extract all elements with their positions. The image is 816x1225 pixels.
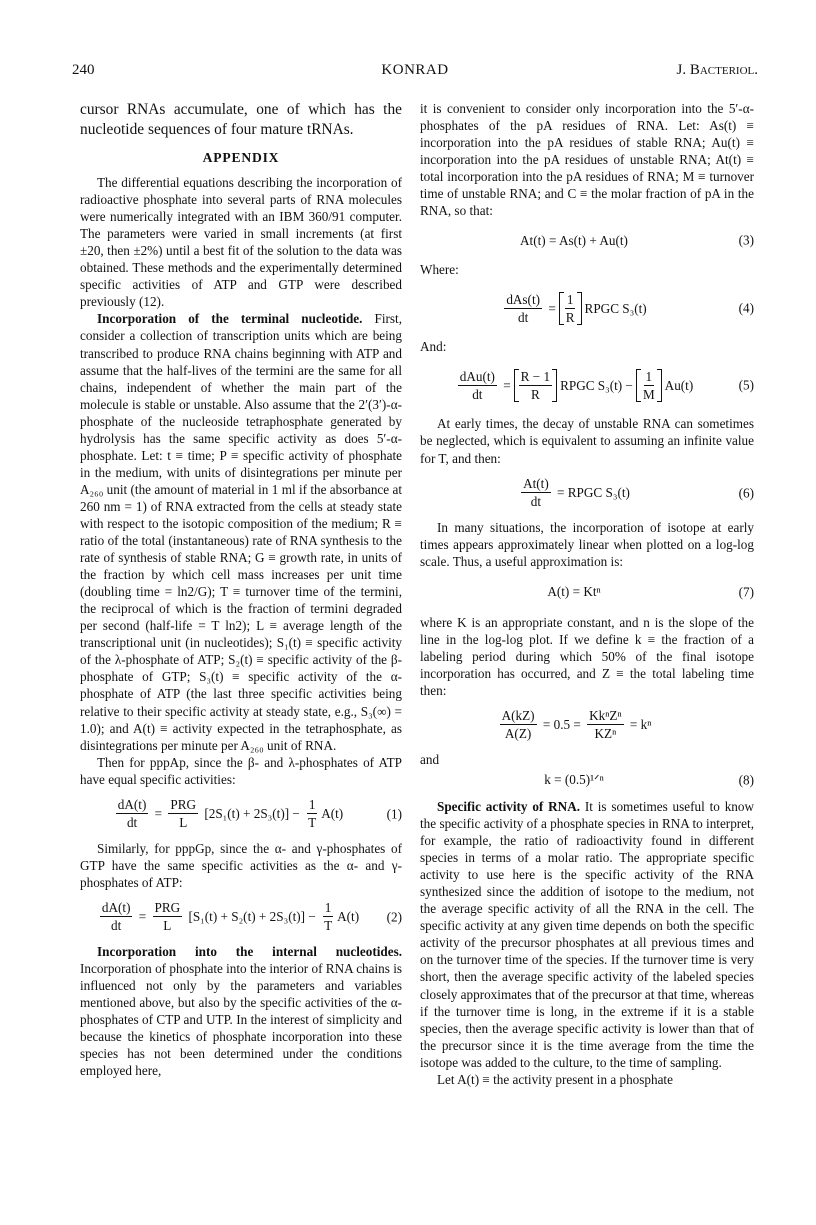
running-author: KONRAD xyxy=(381,62,449,78)
left-column xyxy=(80,100,402,1079)
equation-number: (4) xyxy=(738,300,754,316)
equation-number: (3) xyxy=(738,232,754,248)
equation-8a: $\frac{A(kZ)}{A(Z)}$ = 0.5 = $\frac{\text{KkⁿZⁿ}}{\text{KZⁿ}}$ = kⁿ xyxy=(501,708,652,742)
label-and: and xyxy=(420,751,440,767)
paragraph: In many situations, the incorporation of isotope at early times appears approximately linear when plotted on a log-log scale. Thus, a useful approximation is: xyxy=(420,519,754,569)
equation-1: $\frac{dA(t)}{dt}$ = $\frac{\text{PRG}}{L}$ [2S₁(t) + 2S₃(t)] − $\frac{1}{T}$ A(t) (1) xyxy=(117,797,402,831)
right-column xyxy=(420,100,754,1088)
paragraph: Incorporation into the internal nucleotides. Incorporation of phosphate into the interior of RNA chains is influenced not only by the parameters and variables mentioned above, but also by the specific activities of the α-phosphates of CTP and UTP. In the interest of simplicity and because the kinetics of phosphate incorporation into these species has not been determined under the conditions employed here, xyxy=(80,943,402,1079)
equation-5: $\frac{\text{dAu(t)}}{dt}$ = $\frac{R - 1}{R}$ RPGC S₃(t) − $\frac{1}{M}$ Au(t) (5) xyxy=(459,368,754,402)
page-number: 240 xyxy=(72,62,95,78)
equation-number: (6) xyxy=(738,485,754,501)
running-header xyxy=(72,62,758,84)
label-and: And: xyxy=(420,339,447,355)
intro-paragraph: cursor RNAs accumulate, one of which has the nucleotide sequences of four mature tRNAs. xyxy=(80,101,402,138)
paragraph: it is convenient to consider only incorporation into the 5′-α-phosphates of the pA residues of RNA. Let: As(t) ≡ incorporation into the pA residues of stable RNA; Au(t) ≡ incorporation into the pA residues of unstable RNA; At(t) ≡ total incorporation into the pA residues of RNA; M ≡ turnover time of unstable RNA; and C ≡ the molar fraction of pA in the RNA, so that: xyxy=(420,101,754,219)
paragraph: At early times, the decay of unstable RNA can sometimes be neglected, which is equivalent to assuming an infinite value for T, and then: xyxy=(420,416,754,466)
equation-6: $\frac{At(t)}{dt}$ = RPGC S₃(t) (6) xyxy=(523,476,754,510)
journal-name: J. Bacteriol. xyxy=(676,62,758,78)
paragraph: Similarly, for pppGp, since the α- and γ-phosphates of GTP have the same specific activities as the α- and γ-phosphates of ATP: xyxy=(80,840,402,890)
paragraph-heading: Incorporation of the terminal nucleotide. xyxy=(97,311,363,327)
paragraph: where K is an appropriate constant, and n is the slope of the line in the log-log plot. If we define k ≡ the fraction of a labeling period during which 50% of the final isotope incorporation has occurred, and Z ≡ the total labeling time then: xyxy=(420,614,754,698)
label-where: Where: xyxy=(420,262,459,278)
paragraph: Incorporation of the terminal nucleotide. First, consider a collection of transcription units which are being transcribed to produce RNA chains beginning with ATP and assume that the half-lives of the termini are the same for all chains, independent of whether the main part of the molecule is stable or unstable. Also assume that the 2′(3′)-α-phosphate of the nucleoside tetraphosphate generated by hydrolysis has the same specific activity as does 5′-α-phosphate. Let: t ≡ time; P ≡ specific activity of phosphate in the medium, with units of disintegrations per minute per A₂₆₀ unit (the amount of material in 1 ml if the absorbance at 260 nm = 1) of RNA extracted from the cells at steady state with respect to the isotopic composition of the medium; R ≡ ratio of the total (instantaneous) rate of RNA synthesis to the rate of synthesis of stable RNA; G ≡ growth rate, in units of the fraction by which cell mass increases per unit time (doubling time = ln2/G); T ≡ turnover time of the termini, the reciprocal of which is the fraction of termini degraded per second (half-life = T ln2); L ≡ average length of the transcriptional unit (in nucleotides); S₁(t) ≡ specific activity of the λ-phosphate of ATP; S₂(t) ≡ specific activity of the β-phosphate of GTP; S₃(t) ≡ specific activity of the α-phosphate of ATP (the last three specific activities being relative to their specific activity at steady state, e.g., S₃(∞) = 1.0); and A(t) ≡ activity expected in the tetraphosphate, as disintegrations per minute per A₂₆₀ unit of RNA. xyxy=(80,311,402,753)
equation-4: $\frac{\text{dAs(t)}}{dt}$ = $\frac{1}{R}$ RPGC S₃(t) (4) xyxy=(506,291,754,325)
paragraph: Let A(t) ≡ the activity present in a phosphate xyxy=(437,1071,673,1087)
equation-number: (7) xyxy=(738,584,754,600)
paragraph: Specific activity of RNA. It is sometimes useful to know the specific activity of a phosphate species in RNA to interpret, for example, the ratio of radioactivity found in different species in terms of a molar ratio. The appropriate specific activity to use here is the specific activity of the RNA synthesized since the addition of isotope to the medium, not the average specific activity of all the RNA in the cell. The specific activity at any given time depends on both the specific activity of the precursor phosphates at all previous times and on the turnover time of the species. If the turnover time is very short, then the average specific activity of the labeled species closely approximates that of the precursor at that time, whereas if the turnover time is long, in the extreme if it is a stable species, then the average specific activity is lower than that of the precursor since it is the time average from the time the isotope was added to the culture, to the time of sampling. xyxy=(420,798,754,1070)
paragraph: Then for pppAp, since the β- and λ-phosphates of ATP have equal specific activities: xyxy=(80,754,402,787)
appendix-heading: APPENDIX xyxy=(202,150,280,165)
equation-2: $\frac{dA(t)}{dt}$ = $\frac{\text{PRG}}{L}$ [S₁(t) + S₂(t) + 2S₃(t)] − $\frac{1}{T}$ A(t) (2) xyxy=(101,900,402,934)
equation-number: (5) xyxy=(738,377,754,393)
equation-number: (1) xyxy=(386,806,402,822)
equation-3: At(t) = As(t) + Au(t) (3) xyxy=(520,232,754,248)
equation-number: (8) xyxy=(738,772,754,788)
equation-7: A(t) = Ktⁿ (7) xyxy=(547,584,754,600)
equation-8: k = (0.5)¹ᐟⁿ (8) xyxy=(544,772,754,788)
paragraph-heading: Specific activity of RNA. xyxy=(437,798,581,814)
paragraph-heading: Incorporation into the internal nucleotides. xyxy=(97,943,402,959)
paragraph: The differential equations describing the incorporation of radioactive phosphate into several parts of RNA molecules were numerically integrated with an IBM 360/91 computer. The parameters were varied in small increments (at first ±20, then ±2%) until a best fit of the solution to the data was obtained. These methods and the experimentally determined specific activities of ATP and GTP were described previously (12). xyxy=(80,175,402,310)
equation-number: (2) xyxy=(386,909,402,925)
